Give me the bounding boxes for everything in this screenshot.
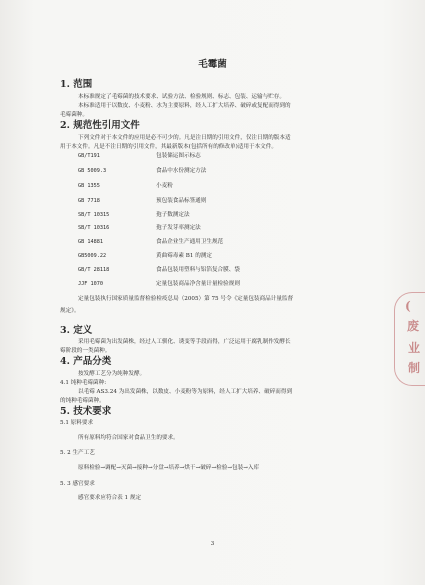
ref-code: GB 14881 xyxy=(78,239,103,245)
section-3-text: 霉阶段的一类菌种。 xyxy=(60,348,111,354)
ref-code: GB5009.22 xyxy=(78,253,107,259)
section-1-text: 本标准适用于以数皮、小麦粉、水为主要原料，经人工扩大培养、破碎或复配而得到的 xyxy=(78,103,291,109)
section-1-text: 本标准规定了毛霉菌的技术要求、试验方法、检验规则、标志、包装、运输与贮存。 xyxy=(78,94,285,100)
ref-name: 孢子数测定法 xyxy=(156,212,190,218)
ref-name: 食品中水份测定方法 xyxy=(156,168,207,174)
ref-code: GB/T191 xyxy=(78,153,100,159)
ref-name: 食品企业生产通用卫生规范 xyxy=(156,239,224,245)
ref-code: JJF 1070 xyxy=(78,281,103,287)
section-3-text: 采用毛霉菌为出发菌株，经过人工驯化、诱变等手段而得，广泛运用于腐乳制作发酵长 xyxy=(78,339,291,345)
section-1-heading: 1. 范围 xyxy=(60,79,93,90)
ref-code: GB/T 28118 xyxy=(78,267,110,273)
section-4-text: 按发酵工艺分为纯种发酵。 xyxy=(78,371,146,377)
red-seal-stamp xyxy=(394,292,425,386)
document-title: 毛霉菌 xyxy=(198,59,227,70)
section-2-heading: 2. 规范性引用文件 xyxy=(60,120,140,131)
section-5-1-heading: 5.1 原料要求 xyxy=(60,420,94,426)
section-3-heading: 3. 定义 xyxy=(60,325,93,336)
ref-code: GB 7718 xyxy=(78,198,100,204)
section-4-1-heading: 4.1 纯种毛霉菌种: xyxy=(60,380,107,386)
ref-name: 预包装食品标签通则 xyxy=(156,198,207,204)
section-2-text: 下列文件对于本文件的应用是必不可少的。凡是注日期的引用文件，仅注日期的版本适 xyxy=(78,135,291,141)
page-number: 3 xyxy=(210,541,215,547)
section-4-1-text: 以毛霉 AS3.24 为出发菌株，以数皮、小麦粉等为原料，经人工扩大培养、破碎而得到 xyxy=(78,389,293,395)
stamp-char: 制 xyxy=(408,361,421,375)
section-4-1-text: 的纯种毛霉菌种。 xyxy=(60,398,105,404)
section-2-text: 用于本文件。凡是不注日期的引用文件，其最新版本(包括所有的修改单)适用于本文件。 xyxy=(60,144,277,150)
section-5-3-heading: 5. 3 感官要求 xyxy=(60,481,95,487)
section-5-1-text: 所有原料均符合国家对食品卫生的要求。 xyxy=(78,435,179,441)
section-4-heading: 4. 产品分类 xyxy=(60,356,112,367)
section-5-heading: 5. 技术要求 xyxy=(60,406,112,417)
section-2-note: 定量包装执行国家质量监督检验检疫总局（2005）第 75 号令《定量包装商品计量监督 xyxy=(78,296,294,302)
stamp-char: 废 xyxy=(407,319,420,333)
ref-name: 小麦粉 xyxy=(156,183,173,189)
stamp-char: 业 xyxy=(408,341,421,355)
section-1-text: 毛霉菌种。 xyxy=(60,112,88,118)
ref-code: GB 1355 xyxy=(78,183,100,189)
ref-name: 孢子发芽率测定法 xyxy=(156,225,201,231)
ref-code: GB 5009.3 xyxy=(78,168,107,174)
stamp-char: ( xyxy=(405,299,411,313)
ref-name: 定量包装商品净含量计量检验规则 xyxy=(156,281,240,287)
section-5-3-text: 感官要求应符合表 1 规定 xyxy=(78,495,142,501)
ref-code: SB/T 10316 xyxy=(78,225,110,231)
ref-code: SB/T 10315 xyxy=(78,212,110,218)
section-2-note: 规定》。 xyxy=(60,308,80,314)
ref-name: 食品包装用塑料与铝箔复合膜、袋 xyxy=(156,267,240,273)
ref-name: 黄曲霉毒素 B1 的测定 xyxy=(156,253,212,259)
ref-name: 包装储运图示标志 xyxy=(156,153,201,159)
section-5-2-heading: 5. 2 生产工艺 xyxy=(60,450,95,456)
section-5-2-text: 原料检验→调配→灭菌→接种→分盘→培养→烘干→破碎→检验→包装→入库 xyxy=(78,465,260,471)
